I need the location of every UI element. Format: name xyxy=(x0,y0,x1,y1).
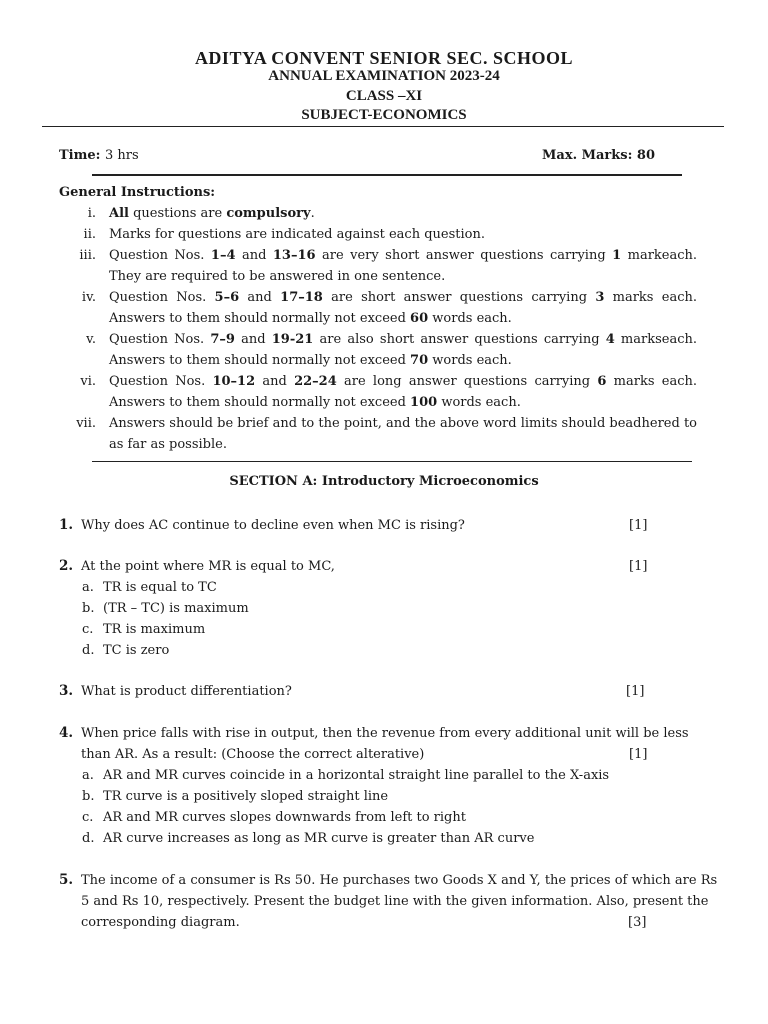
option-text: (TR – TC) is maximum xyxy=(103,601,249,616)
instruction-num: iii. xyxy=(79,248,96,263)
question-number: 3. xyxy=(59,683,74,699)
option-text: AR and MR curves coincide in a horizontal straight line parallel to the X-axis xyxy=(103,768,610,783)
option-label: d. xyxy=(82,643,95,658)
instruction-num: vi. xyxy=(80,374,96,389)
question-text: What is product differentiation? xyxy=(81,684,292,699)
instruction-num: ii. xyxy=(83,227,96,242)
instruction-num: v. xyxy=(86,332,96,347)
question-number: 1. xyxy=(59,517,74,533)
option-label: d. xyxy=(82,831,95,846)
section-title: SECTION A: Introductory Microeconomics xyxy=(229,474,539,489)
subject-title: SUBJECT-ECONOMICS xyxy=(301,107,467,123)
question-text-line: The income of a consumer is Rs 50. He purchases two Goods X and Y, the prices of which are Rs xyxy=(81,873,718,888)
question-text-line: When price falls with rise in output, then the revenue from every additional unit will be less xyxy=(81,726,689,741)
header-divider xyxy=(42,126,724,127)
class-title: CLASS –XI xyxy=(345,88,423,104)
instruction-num: iv. xyxy=(81,290,96,305)
instruction-item: Question Nos. 10–12 and 22–24 are long answer questions carrying 6 marks each. Answers to them should normally not exceed 100 words each. xyxy=(109,374,697,410)
instructions-heading: General Instructions: xyxy=(59,185,216,200)
question-marks: [3] xyxy=(628,915,647,930)
school-name: ADITYA CONVENT SENIOR SEC. SCHOOL xyxy=(194,48,574,68)
question-text: At the point where MR is equal to MC, xyxy=(81,559,335,574)
option-label: a. xyxy=(82,768,94,783)
instruction-item: Answers should be brief and to the point, and the above word limits should beadhered to as far as possible. xyxy=(109,416,697,452)
question-number: 4. xyxy=(59,725,74,741)
instruction-item: Question Nos. 1–4 and 13–16 are very short answer questions carrying 1 markeach. They are required to be answered in one sentence. xyxy=(109,248,698,284)
instruction-num: vii. xyxy=(76,416,96,431)
option-label: c. xyxy=(82,810,94,825)
question-text-line: than AR. As a result: (Choose the correct alterative) xyxy=(81,747,425,762)
option-label: b. xyxy=(82,789,95,804)
option-text: AR curve increases as long as MR curve is greater than AR curve xyxy=(103,831,535,846)
exam-title: ANNUAL EXAMINATION 2023-24 xyxy=(268,68,500,84)
option-text: TR is equal to TC xyxy=(103,580,217,595)
option-text: AR and MR curves slopes downwards from left to right xyxy=(103,810,466,825)
question-number: 2. xyxy=(59,558,74,574)
question-text-line: corresponding diagram. xyxy=(81,915,240,930)
option-text: TR curve is a positively sloped straight line xyxy=(103,789,389,804)
instruction-item: Marks for questions are indicated against each question. xyxy=(109,227,485,242)
option-label: c. xyxy=(82,622,94,637)
max-marks: Max. Marks: 80 xyxy=(542,148,656,163)
instruction-item: Question Nos. 7–9 and 19-21 are also short answer questions carrying 4 markseach. Answers to them should normally not exceed 70 words each. xyxy=(109,332,697,368)
time-info xyxy=(59,145,139,166)
instructions-divider xyxy=(92,461,692,462)
meta-divider xyxy=(92,174,682,176)
option-label: a. xyxy=(82,580,94,595)
question-text: Why does AC continue to decline even when MC is rising? xyxy=(81,518,465,533)
instruction-num: i. xyxy=(87,206,96,221)
question-marks: [1] xyxy=(629,559,648,574)
question-marks: [1] xyxy=(629,747,648,762)
instruction-item: All questions are compulsory. xyxy=(109,206,315,221)
option-text: TC is zero xyxy=(103,643,170,658)
question-marks: [1] xyxy=(626,684,645,699)
question-marks: [1] xyxy=(629,518,648,533)
instruction-item: Question Nos. 5–6 and 17–18 are short answer questions carrying 3 marks each. Answers to them should normally not exceed 60 words each. xyxy=(109,290,697,326)
time-value: 3 hrs xyxy=(104,148,139,163)
option-text: TR is maximum xyxy=(103,622,206,637)
option-label: b. xyxy=(82,601,95,616)
time-label: Time: xyxy=(59,148,101,163)
question-number: 5. xyxy=(59,872,74,888)
question-text-line: 5 and Rs 10, respectively. Present the budget line with the given information. Also, present the xyxy=(81,894,709,909)
